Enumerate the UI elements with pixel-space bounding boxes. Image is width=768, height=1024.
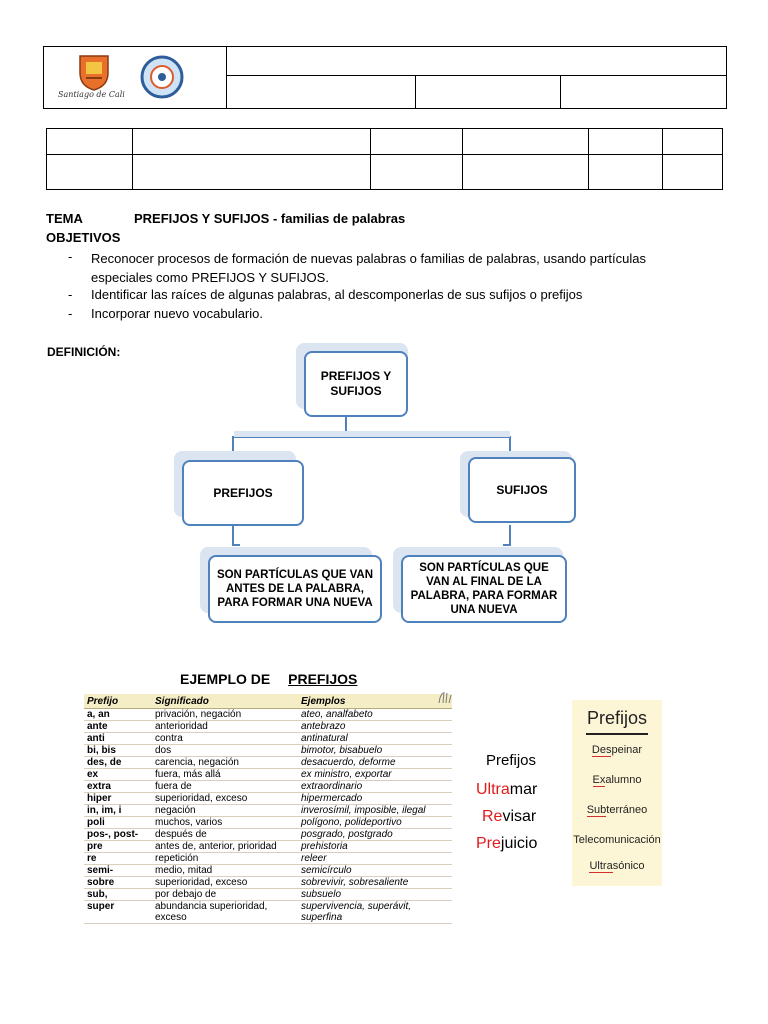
- ejemplo-cell: bimotor, bisabuelo: [298, 745, 452, 757]
- word-prefix: Des: [591, 744, 612, 756]
- logo-caption: Santiago de Cali: [58, 90, 125, 99]
- objetivo-item: Incorporar nuevo vocabulario.: [91, 306, 263, 321]
- table-row: [84, 877, 452, 889]
- table-row: [84, 721, 452, 733]
- significado-cell: fuera de: [152, 781, 298, 793]
- table-row: [84, 757, 452, 769]
- ejemplo-title-b: PREFIJOS: [288, 671, 358, 687]
- card-word: [572, 834, 662, 846]
- sufijos-box: SUFIJOS: [468, 457, 576, 523]
- table-row: [84, 841, 452, 853]
- significado-cell: abundancia superioridad, exceso: [152, 901, 298, 924]
- significado-cell: muchos, varios: [152, 817, 298, 829]
- objetivo-item: Identificar las raíces de algunas palabras, al descomponerlas de sus sufijos o prefijos: [91, 287, 583, 302]
- bullet-dash: -: [68, 249, 73, 264]
- ejemplo-cell: supervivencia, superávit, superfina: [298, 901, 452, 924]
- prefijo-cell: in, im, i: [84, 805, 152, 817]
- sufijos-desc-box: SON PARTÍCULAS QUE VAN AL FINAL DE LA PALABRA, PARA FORMAR UNA NUEVA: [401, 555, 567, 623]
- table-row: [84, 817, 452, 829]
- table-row: [84, 829, 452, 841]
- ejemplo-cell: sobrevivir, sobresaliente: [298, 877, 452, 889]
- middle-title: Prefijos: [486, 752, 537, 769]
- card-title: Prefijos: [586, 708, 648, 728]
- ejemplo-cell: hipermercado: [298, 793, 452, 805]
- word-rest: alumno: [605, 774, 642, 786]
- ejemplo-title: [180, 671, 357, 687]
- significado-cell: carencia, negación: [152, 757, 298, 769]
- table-row: [84, 733, 452, 745]
- table-row: [84, 865, 452, 877]
- prefijo-cell: des, de: [84, 757, 152, 769]
- prefijo-cell: ante: [84, 721, 152, 733]
- prefijos-box: PREFIJOS: [182, 460, 304, 526]
- table-header: Significado: [152, 694, 298, 709]
- prefijo-cell: ex: [84, 769, 152, 781]
- bullet-dash: -: [68, 306, 73, 321]
- root-box: PREFIJOS Y SUFIJOS: [304, 351, 408, 417]
- word-prefix: Sub: [586, 804, 607, 816]
- prefijo-cell: re: [84, 853, 152, 865]
- word-rest: visar: [502, 808, 537, 825]
- prefijo-cell: extra: [84, 781, 152, 793]
- prefijo-cell: a, an: [84, 709, 152, 721]
- significado-cell: repetición: [152, 853, 298, 865]
- prefijo-cell: poli: [84, 817, 152, 829]
- card-word: [572, 744, 662, 756]
- ejemplo-cell: releer: [298, 853, 452, 865]
- prefijo-cell: bi, bis: [84, 745, 152, 757]
- prefijos-desc-box: SON PARTÍCULAS QUE VAN ANTES DE LA PALABRA, PARA FORMAR UNA NUEVA: [208, 555, 382, 623]
- significado-cell: después de: [152, 829, 298, 841]
- ejemplo-cell: semicírculo: [298, 865, 452, 877]
- word-prefix: Pre: [476, 835, 501, 852]
- objetivo-item: Reconocer procesos de formación de nuevas palabras o familias de palabras, usando partículas especiales como PREFIJOS Y SUFIJOS.: [91, 251, 646, 285]
- objetivos-label: OBJETIVOS: [46, 230, 121, 245]
- word-prefix: Tele: [573, 834, 594, 846]
- significado-cell: fuera, más allá: [152, 769, 298, 781]
- middle-word: [476, 835, 537, 853]
- ejemplo-cell: ex ministro, exportar: [298, 769, 452, 781]
- ejemplo-cell: subsuelo: [298, 889, 452, 901]
- significado-cell: superioridad, exceso: [152, 877, 298, 889]
- ejemplo-cell: ateo, analfabeto: [298, 709, 452, 721]
- word-rest: juicio: [500, 835, 538, 852]
- ejemplo-cell: desacuerdo, deforme: [298, 757, 452, 769]
- ejemplo-cell: antinatural: [298, 733, 452, 745]
- prefijo-cell: sub,: [84, 889, 152, 901]
- prefijo-cell: pre: [84, 841, 152, 853]
- word-prefix: Ex: [592, 774, 606, 786]
- prefijo-cell: anti: [84, 733, 152, 745]
- hand-icon: [437, 691, 453, 705]
- significado-cell: por debajo de: [152, 889, 298, 901]
- word-prefix: Ultra: [589, 860, 613, 872]
- prefijo-cell: semi-: [84, 865, 152, 877]
- card-word: [572, 860, 662, 872]
- word-rest: sónico: [612, 860, 645, 872]
- word-rest: comunicación: [593, 834, 661, 846]
- significado-cell: anterioridad: [152, 721, 298, 733]
- ejemplo-cell: extraordinario: [298, 781, 452, 793]
- word-prefix: Re: [482, 808, 503, 825]
- table-header: Ejemplos: [298, 694, 452, 709]
- word-rest: terráneo: [606, 804, 648, 816]
- prefijos-card: [572, 700, 662, 886]
- word-rest: mar: [509, 781, 538, 798]
- table-row: [84, 781, 452, 793]
- significado-cell: medio, mitad: [152, 865, 298, 877]
- significado-cell: contra: [152, 733, 298, 745]
- middle-word: [482, 808, 536, 826]
- word-rest: peinar: [611, 744, 643, 756]
- word-prefix: Ultra: [476, 781, 510, 798]
- significado-cell: superioridad, exceso: [152, 793, 298, 805]
- definicion-label: DEFINICIÓN:: [47, 345, 121, 359]
- prefijo-cell: hiper: [84, 793, 152, 805]
- ejemplo-cell: polígono, polideportivo: [298, 817, 452, 829]
- prefijo-cell: pos-, post-: [84, 829, 152, 841]
- table-row: [84, 793, 452, 805]
- table-row: [84, 853, 452, 865]
- table-row: [84, 805, 452, 817]
- ejemplo-cell: prehistoria: [298, 841, 452, 853]
- prefix-table: [84, 694, 452, 924]
- significado-cell: dos: [152, 745, 298, 757]
- table-row: [84, 769, 452, 781]
- tema-label: TEMA: [46, 211, 83, 226]
- ejemplo-title-a: EJEMPLO DE: [180, 671, 271, 687]
- significado-cell: antes de, anterior, prioridad: [152, 841, 298, 853]
- ejemplo-cell: inverosímil, imposible, ilegal: [298, 805, 452, 817]
- table-row: [84, 889, 452, 901]
- card-word: [572, 804, 662, 816]
- card-word: [572, 774, 662, 786]
- table-row: [84, 901, 452, 924]
- middle-word: [476, 781, 537, 799]
- table-row: [84, 709, 452, 721]
- card-title-rule: [586, 733, 648, 735]
- ejemplo-cell: antebrazo: [298, 721, 452, 733]
- significado-cell: negación: [152, 805, 298, 817]
- bullet-dash: -: [68, 287, 73, 302]
- table-header: Prefijo: [84, 694, 152, 709]
- tema-value: PREFIJOS Y SUFIJOS - familias de palabras: [134, 211, 406, 226]
- significado-cell: privación, negación: [152, 709, 298, 721]
- prefijo-cell: super: [84, 901, 152, 924]
- prefijo-cell: sobre: [84, 877, 152, 889]
- table-row: [84, 745, 452, 757]
- ejemplo-cell: posgrado, postgrado: [298, 829, 452, 841]
